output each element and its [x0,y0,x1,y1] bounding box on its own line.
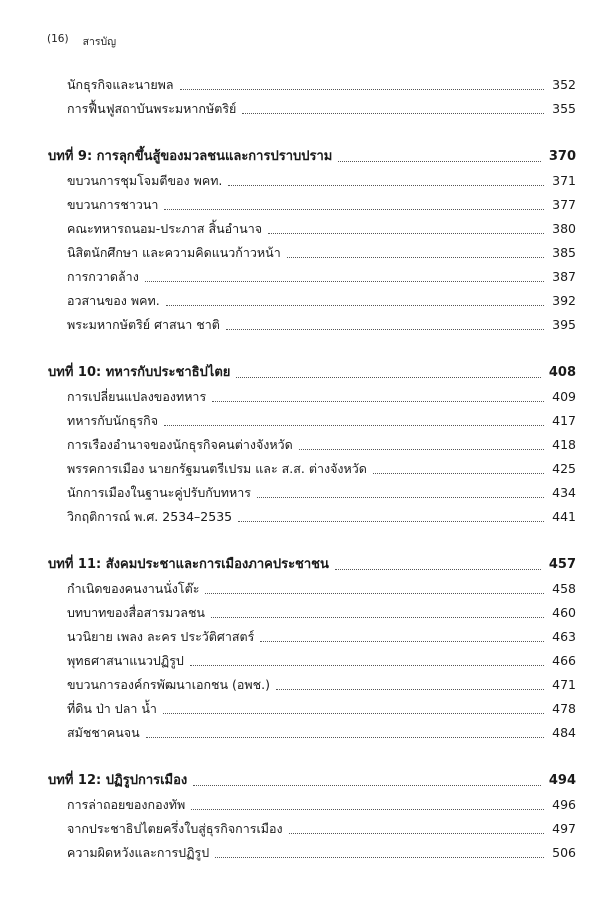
toc-entry-title: บทบาทของสื่อสารมวลชน [67,605,205,620]
dot-leader [335,569,541,570]
dot-leader [276,689,544,690]
toc-entry[interactable] [67,169,576,189]
toc-entry[interactable] [67,193,576,213]
toc-entry-title: จากประชาธิปไตยครึ่งใบสู่ธุรกิจการเมือง [67,821,283,836]
dot-leader [228,185,544,186]
toc-entry[interactable] [67,481,576,501]
toc-entry[interactable] [67,433,576,453]
toc-entry-title: ความผิดหวังและการปฏิรูป [67,845,210,860]
dot-leader [166,305,544,306]
dot-leader [146,737,545,738]
toc-entry[interactable] [67,289,576,309]
toc-page-number: 370 [548,149,576,164]
toc-entry[interactable] [67,265,576,285]
dot-leader [191,809,544,810]
toc-entry-title: กำเนิดของคนงานนั่งโต๊ะ [67,581,200,596]
dot-leader [373,473,544,474]
dot-leader [190,665,544,666]
toc-entry[interactable] [67,385,576,405]
dot-leader [338,161,541,162]
toc-entry-title: สมัชชาคนจน [67,725,140,740]
toc-entry[interactable] [67,601,576,621]
dot-leader [238,521,544,522]
toc-chapter[interactable] [48,145,576,165]
toc-entry[interactable] [67,217,576,237]
toc-entry-title: บทที่ 9: การลุกขึ้นสู้ของมวลชนและการปราบปราม [48,149,333,164]
toc-page-number: 380 [552,221,576,236]
toc-page-number: 409 [552,389,576,404]
toc-entry[interactable] [67,793,576,813]
toc-page-number: 371 [552,173,576,188]
dot-leader [211,617,544,618]
dot-leader [242,113,544,114]
toc-entry[interactable] [67,73,576,93]
page-number-label: (16) [47,33,69,45]
toc-page-number: 418 [552,437,576,452]
dot-leader [257,497,544,498]
toc-entry[interactable] [67,577,576,597]
toc-entry-title: คณะทหารถนอม-ประภาส สิ้นอำนาจ [67,221,263,236]
toc-page-number: 377 [552,197,576,212]
toc-entry-title: ขบวนการชุมโจมตีของ พคท. [67,173,223,188]
dot-leader [289,833,545,834]
toc-entry[interactable] [67,409,576,429]
toc-entry-title: การกวาดล้าง [67,269,139,284]
toc-entry[interactable] [67,841,576,861]
toc-entry-title: นักการเมืองในฐานะคู่ปรับกับทหาร [67,485,252,500]
toc-chapter[interactable] [48,553,576,573]
toc-entry[interactable] [67,673,576,693]
toc-page-number: 408 [548,365,576,380]
toc-page-number: 457 [548,557,576,572]
section-title: สารบัญ [82,36,117,48]
dot-leader [164,425,544,426]
toc-entry-title: นักธุรกิจและนายพล [67,77,174,92]
toc-page-number: 471 [552,677,576,692]
toc-page-number: 395 [552,317,576,332]
toc-page-number: 484 [552,725,576,740]
toc-entry[interactable] [67,817,576,837]
toc-entry-title: ขบวนการองค์กรพัฒนาเอกชน (อพช.) [67,677,271,692]
running-head [47,33,116,50]
toc-entry[interactable] [67,97,576,117]
toc-page-number: 458 [552,581,576,596]
toc-entry[interactable] [67,505,576,525]
dot-leader [145,281,544,282]
dot-leader [268,233,544,234]
toc-page-number: 417 [552,413,576,428]
toc-page-number: 355 [552,101,576,116]
dot-leader [260,641,544,642]
dot-leader [236,377,540,378]
dot-leader [215,857,544,858]
toc-entry-title: อวสานของ พคท. [67,293,160,308]
dot-leader [164,209,544,210]
toc-entry-title: ที่ดิน ป่า ปลา น้ำ [67,701,157,716]
toc-page-number: 463 [552,629,576,644]
toc-entry-title: พรรคการเมือง นายกรัฐมนตรีเปรม และ ส.ส. ต่างจังหวัด [67,461,367,476]
toc-entry-title: การล่าถอยของกองทัพ [67,797,186,812]
toc-page-number: 441 [552,509,576,524]
toc-entry[interactable] [67,625,576,645]
toc-entry-title: การเปลี่ยนแปลงของทหาร [67,389,207,404]
toc-entry[interactable] [67,721,576,741]
dot-leader [193,785,541,786]
dot-leader [205,593,544,594]
toc-page-number: 434 [552,485,576,500]
toc-page-number: 478 [552,701,576,716]
toc-entry[interactable] [67,649,576,669]
toc-entry-title: ขบวนการชาวนา [67,197,159,212]
toc-chapter[interactable] [48,769,576,789]
toc-entry[interactable] [67,313,576,333]
dot-leader [212,401,544,402]
toc-page-number: 387 [552,269,576,284]
dot-leader [287,257,544,258]
toc-entry-title: ทหารกับนักธุรกิจ [67,413,159,428]
toc-page-number: 466 [552,653,576,668]
toc-entry-title: บทที่ 12: ปฏิรูปการเมือง [48,773,188,788]
toc-page-number: 425 [552,461,576,476]
toc-page-number: 494 [548,773,576,788]
dot-leader [163,713,544,714]
toc-chapter[interactable] [48,361,576,381]
toc-entry-title: นิสิตนักศึกษา และความคิดแนวก้าวหน้า [67,245,281,260]
toc-entry[interactable] [67,457,576,477]
toc-entry[interactable] [67,697,576,717]
toc-entry-title: การเรืองอำนาจของนักธุรกิจคนต่างจังหวัด [67,437,293,452]
dot-leader [299,449,544,450]
toc-entry-title: พุทธศาสนาแนวปฏิรูป [67,653,184,668]
toc-page-number: 496 [552,797,576,812]
toc-page-number: 392 [552,293,576,308]
toc-entry-title: บทที่ 10: ทหารกับประชาธิปไตย [48,365,231,380]
toc-entry-title: วิกฤติการณ์ พ.ศ. 2534–2535 [67,509,233,524]
dot-leader [226,329,544,330]
toc-entry-title: พระมหากษัตริย์ ศาสนา ชาติ [67,317,220,332]
toc-page-number: 385 [552,245,576,260]
toc-entry-title: บทที่ 11: สังคมประชาและการเมืองภาคประชาชน [48,557,329,572]
toc-page-number: 460 [552,605,576,620]
toc-entry-title: การฟื้นฟูสถาบันพระมหากษัตริย์ [67,101,237,116]
toc-page-number: 352 [552,77,576,92]
toc-entry[interactable] [67,241,576,261]
toc-page-number: 497 [552,821,576,836]
dot-leader [180,89,545,90]
toc-page-number: 506 [552,845,576,860]
toc-entry-title: นวนิยาย เพลง ละคร ประวัติศาสตร์ [67,629,255,644]
